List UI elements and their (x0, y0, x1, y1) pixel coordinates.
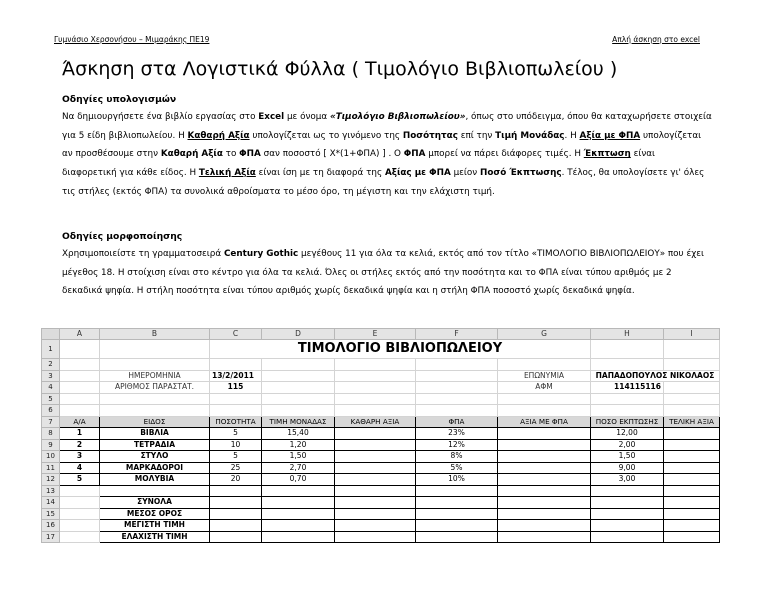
summary-row (42, 497, 720, 509)
page-title: Άσκηση στα Λογιστικά Φύλλα ( Τιμολόγιο Βιβλιοπωλείου ) (62, 58, 618, 80)
cell[interactable] (60, 405, 100, 417)
cell[interactable] (210, 531, 262, 543)
cell[interactable] (591, 405, 664, 417)
cell[interactable] (60, 497, 100, 509)
cell-final-value[interactable] (664, 439, 720, 451)
cell-item[interactable]: ΒΙΒΛΙΑ (100, 428, 210, 440)
column-header[interactable]: G (498, 329, 591, 340)
cell[interactable] (416, 393, 498, 405)
cell-discount[interactable]: 3,00 (591, 474, 664, 486)
cell[interactable] (498, 497, 591, 509)
cell[interactable] (591, 485, 664, 497)
cell[interactable] (498, 485, 591, 497)
row-header[interactable]: 17 (42, 531, 60, 543)
cell[interactable] (335, 405, 416, 417)
cell-net-value[interactable] (335, 428, 416, 440)
sheet-row (42, 370, 720, 382)
cell-item[interactable]: ΜΑΡΚΑΔΟΡΟΙ (100, 462, 210, 474)
cell[interactable] (416, 370, 498, 382)
cell[interactable] (591, 520, 664, 532)
cell-quantity[interactable]: 5 (210, 428, 262, 440)
cell-discount[interactable]: 2,00 (591, 439, 664, 451)
column-header[interactable]: I (664, 329, 720, 340)
summary-label[interactable]: ΕΛΑΧΙΣΤΗ ΤΙΜΗ (100, 531, 210, 543)
row-header[interactable]: 5 (42, 393, 60, 405)
header-discount[interactable]: ΠΟΣΟ ΕΚΠΤΩΣΗΣ (591, 416, 664, 428)
afm-label[interactable]: ΑΦΜ (498, 382, 591, 394)
cell[interactable] (100, 485, 210, 497)
cell-quantity[interactable]: 10 (210, 439, 262, 451)
header-quantity[interactable]: ΠΟΣΟΤΗΤΑ (210, 416, 262, 428)
cell-net-value[interactable] (335, 474, 416, 486)
cell[interactable] (498, 508, 591, 520)
cell-unit-price[interactable]: 15,40 (262, 428, 335, 440)
cell[interactable] (335, 393, 416, 405)
invoice-number-label[interactable]: ΑΡΙΘΜΟΣ ΠΑΡΑΣΤΑΤ. (100, 382, 210, 394)
date-label[interactable]: ΗΜΕΡΟΜΗΝΙΑ (100, 370, 210, 382)
row-header[interactable]: 12 (42, 474, 60, 486)
row-header[interactable]: 7 (42, 416, 60, 428)
cell-vat[interactable]: 5% (416, 462, 498, 474)
cell[interactable] (262, 393, 335, 405)
cell-vat[interactable]: 8% (416, 451, 498, 463)
cell[interactable] (60, 508, 100, 520)
cell[interactable] (591, 393, 664, 405)
table-header-row (42, 416, 720, 428)
row-header[interactable]: 2 (42, 359, 60, 371)
column-headers (42, 329, 720, 340)
header-right: Απλή άσκηση στο excel (612, 35, 700, 44)
cell-net-value[interactable] (335, 439, 416, 451)
row-header[interactable]: 11 (42, 462, 60, 474)
cell[interactable] (335, 359, 416, 371)
column-header[interactable]: H (591, 329, 664, 340)
cell[interactable] (262, 405, 335, 417)
cell[interactable] (335, 508, 416, 520)
summary-label[interactable]: ΣΥΝΟΛΑ (100, 497, 210, 509)
sheet-row (42, 393, 720, 405)
table-row (42, 439, 720, 451)
cell[interactable] (591, 531, 664, 543)
cell-final-value[interactable] (664, 462, 720, 474)
cell[interactable] (100, 359, 210, 371)
row-header[interactable]: 14 (42, 497, 60, 509)
cell[interactable] (210, 359, 262, 371)
cell-final-value[interactable] (664, 428, 720, 440)
name-value[interactable]: ΠΑΠΑΔΟΠΟΥΛΟΣ ΝΙΚΟΛΑΟΣ (591, 370, 720, 382)
cell-discount[interactable]: 12,00 (591, 428, 664, 440)
cell-value-with-vat[interactable] (498, 439, 591, 451)
afm-value[interactable]: 114115116 (591, 382, 664, 394)
cell-vat[interactable]: 12% (416, 439, 498, 451)
cell-item[interactable]: ΤΕΤΡΑΔΙΑ (100, 439, 210, 451)
cell-aa[interactable]: 2 (60, 439, 100, 451)
row-header[interactable]: 9 (42, 439, 60, 451)
cell[interactable] (262, 370, 335, 382)
cell[interactable] (210, 520, 262, 532)
header-final-value[interactable]: ΤΕΛΙΚΗ ΑΞΙΑ (664, 416, 720, 428)
cell-value-with-vat[interactable] (498, 474, 591, 486)
cell[interactable] (664, 359, 720, 371)
row-header[interactable]: 13 (42, 485, 60, 497)
cell[interactable] (60, 393, 100, 405)
cell-final-value[interactable] (664, 451, 720, 463)
column-header[interactable]: E (335, 329, 416, 340)
cell[interactable] (60, 382, 100, 394)
calc-instructions: Να δημιουργήσετε ένα βιβλίο εργασίας στο Excel με όνομα «Τιμολόγιο Βιβλιοπωλείου», όπως στο υπόδειγμα, όπου θα καταχωρήσετε στοιχεία για 5 είδη βιβλιοπωλείου. Η Καθαρή Αξία υπολογίζεται ως το γινόμενο της Ποσότητας επί την Τιμή Μονάδας. Η Αξία με ΦΠΑ υπολογίζεται αν προσθέσουμε στην Καθαρή Αξία το ΦΠΑ σαν ποσοστό [ Χ*(1+ΦΠΑ) ] . Ο ΦΠΑ μπορεί να πάρει διάφορες τιμές. Η Έκπτωση είναι διαφορετική για κάθε είδος. Η Τελική Αξία είναι ίση με τη διαφορά της Αξίας με ΦΠΑ μείον Ποσό Έκπτωσης. Τέλος, θα υπολογίσετε γι' όλες τις στήλες (εκτός ΦΠΑ) τα συνολικά αθροίσματα το μέσο όρο, τη μέγιστη και την ελάχιστη τιμή. (62, 112, 712, 197)
cell[interactable] (664, 405, 720, 417)
cell-quantity[interactable]: 5 (210, 451, 262, 463)
name-label[interactable]: ΕΠΩΝΥΜΙΑ (498, 370, 591, 382)
cell[interactable] (210, 405, 262, 417)
cell[interactable] (416, 508, 498, 520)
cell[interactable] (591, 508, 664, 520)
cell-final-value[interactable] (664, 474, 720, 486)
header-unit-price[interactable]: ΤΙΜΗ ΜΟΝΑΔΑΣ (262, 416, 335, 428)
calc-heading: Οδηγίες υπολογισμών (62, 94, 177, 105)
cell[interactable] (262, 520, 335, 532)
row-header[interactable]: 6 (42, 405, 60, 417)
column-header[interactable]: F (416, 329, 498, 340)
cell[interactable] (664, 340, 720, 359)
cell[interactable] (664, 485, 720, 497)
summary-row (42, 520, 720, 532)
table-row (42, 474, 720, 486)
cell[interactable] (210, 508, 262, 520)
cell[interactable] (591, 359, 664, 371)
column-header[interactable]: C (210, 329, 262, 340)
cell-vat[interactable]: 10% (416, 474, 498, 486)
cell-discount[interactable]: 1,50 (591, 451, 664, 463)
cell[interactable] (60, 359, 100, 371)
cell[interactable] (664, 508, 720, 520)
cell-discount[interactable]: 9,00 (591, 462, 664, 474)
cell-item[interactable]: ΣΤΥΛΟ (100, 451, 210, 463)
row-header[interactable]: 16 (42, 520, 60, 532)
cell-aa[interactable]: 4 (60, 462, 100, 474)
summary-row (42, 508, 720, 520)
row-header[interactable]: 10 (42, 451, 60, 463)
header-net-value[interactable]: ΚΑΘΑΡΗ ΑΞΙΑ (335, 416, 416, 428)
sheet-row (42, 382, 720, 394)
row-header[interactable]: 3 (42, 370, 60, 382)
column-header[interactable]: B (100, 329, 210, 340)
cell-unit-price[interactable]: 1,20 (262, 439, 335, 451)
summary-label[interactable]: ΜΕΣΟΣ ΟΡΟΣ (100, 508, 210, 520)
summary-label[interactable]: ΜΕΓΙΣΤΗ ΤΙΜΗ (100, 520, 210, 532)
invoice-title-cell[interactable]: ΤΙΜΟΛΟΓΙΟ ΒΙΒΛΙΟΠΩΛΕΙΟΥ (210, 340, 591, 359)
table-row (42, 451, 720, 463)
cell[interactable] (498, 393, 591, 405)
cell[interactable] (60, 520, 100, 532)
cell[interactable] (591, 497, 664, 509)
cell[interactable] (210, 393, 262, 405)
header-value-with-vat[interactable]: ΑΞΙΑ ΜΕ ΦΠΑ (498, 416, 591, 428)
header-item[interactable]: ΕΙΔΟΣ (100, 416, 210, 428)
cell[interactable] (335, 520, 416, 532)
table-row (42, 428, 720, 440)
row-header[interactable]: 15 (42, 508, 60, 520)
date-value[interactable]: 13/2/2011 (210, 370, 262, 382)
cell[interactable] (210, 485, 262, 497)
cell[interactable] (60, 370, 100, 382)
cell[interactable] (262, 497, 335, 509)
header-vat[interactable]: ΦΠΑ (416, 416, 498, 428)
cell-value-with-vat[interactable] (498, 428, 591, 440)
sheet-row (42, 485, 720, 497)
cell[interactable] (335, 497, 416, 509)
cell[interactable] (262, 382, 335, 394)
summary-row (42, 531, 720, 543)
cell[interactable] (335, 531, 416, 543)
cell[interactable] (416, 520, 498, 532)
cell-unit-price[interactable]: 1,50 (262, 451, 335, 463)
cell[interactable] (664, 393, 720, 405)
cell[interactable] (335, 485, 416, 497)
table-row (42, 462, 720, 474)
header-left: Γυμνάσιο Χερσονήσου – Μιμαράκης ΠΕ19 (54, 35, 210, 44)
cell[interactable] (60, 485, 100, 497)
cell[interactable] (416, 485, 498, 497)
sheet-row (42, 359, 720, 371)
cell[interactable] (664, 382, 720, 394)
row-header[interactable]: 8 (42, 428, 60, 440)
cell[interactable] (60, 531, 100, 543)
cell[interactable] (416, 359, 498, 371)
cell[interactable] (210, 497, 262, 509)
cell[interactable] (416, 531, 498, 543)
column-header[interactable]: A (60, 329, 100, 340)
cell-quantity[interactable]: 25 (210, 462, 262, 474)
cell[interactable] (664, 497, 720, 509)
cell[interactable] (335, 370, 416, 382)
corner-cell[interactable] (42, 329, 60, 340)
sheet-row (42, 405, 720, 417)
format-instructions: Χρησιμοποιείστε τη γραμματοσειρά Century Gothic μεγέθους 11 για όλα τα κελιά, εκτός από τον τίτλο «ΤΙΜΟΛΟΓΙΟ ΒΙΒΛΙΟΠΩΛΕΙΟΥ» που έχει μέγεθος 18. Η στοίχιση είναι στο κέντρο για όλα τα κελιά. Όλες οι στήλες εκτός από την ποσότητα και το ΦΠΑ είναι τύπου αριθμός με 2 δεκαδικά ψηφία. Η στήλη ποσότητα είναι τύπου αριθμός χωρίς δεκαδικά ψηφία και η στήλη ΦΠΑ ποσοστό χωρίς δεκαδικά ψηφία. (62, 249, 705, 297)
cell[interactable] (60, 340, 100, 359)
cell[interactable] (262, 531, 335, 543)
cell[interactable] (416, 382, 498, 394)
row-header[interactable]: 1 (42, 340, 60, 359)
cell[interactable] (498, 520, 591, 532)
cell-item[interactable]: ΜΟΛΥΒΙΑ (100, 474, 210, 486)
cell-aa[interactable]: 3 (60, 451, 100, 463)
cell[interactable] (335, 382, 416, 394)
cell-unit-price[interactable]: 0,70 (262, 474, 335, 486)
cell-aa[interactable]: 1 (60, 428, 100, 440)
cell-net-value[interactable] (335, 462, 416, 474)
cell[interactable] (416, 405, 498, 417)
column-header[interactable]: D (262, 329, 335, 340)
invoice-number-value[interactable]: 115 (210, 382, 262, 394)
cell-unit-price[interactable]: 2,70 (262, 462, 335, 474)
cell-vat[interactable]: 23% (416, 428, 498, 440)
cell[interactable] (664, 531, 720, 543)
cell-quantity[interactable]: 20 (210, 474, 262, 486)
cell[interactable] (416, 497, 498, 509)
cell[interactable] (262, 485, 335, 497)
sheet-row (42, 340, 720, 359)
cell[interactable] (664, 520, 720, 532)
cell[interactable] (100, 405, 210, 417)
cell-value-with-vat[interactable] (498, 451, 591, 463)
cell[interactable] (262, 508, 335, 520)
header-aa[interactable]: Α/Α (60, 416, 100, 428)
cell[interactable] (262, 359, 335, 371)
cell-aa[interactable]: 5 (60, 474, 100, 486)
row-header[interactable]: 4 (42, 382, 60, 394)
spreadsheet (41, 328, 720, 543)
format-heading: Οδηγίες μορφοποίησης (62, 231, 183, 242)
cell[interactable] (498, 405, 591, 417)
cell[interactable] (498, 531, 591, 543)
cell-net-value[interactable] (335, 451, 416, 463)
cell[interactable] (100, 340, 210, 359)
cell[interactable] (591, 340, 664, 359)
cell[interactable] (100, 393, 210, 405)
cell[interactable] (498, 359, 591, 371)
cell-value-with-vat[interactable] (498, 462, 591, 474)
